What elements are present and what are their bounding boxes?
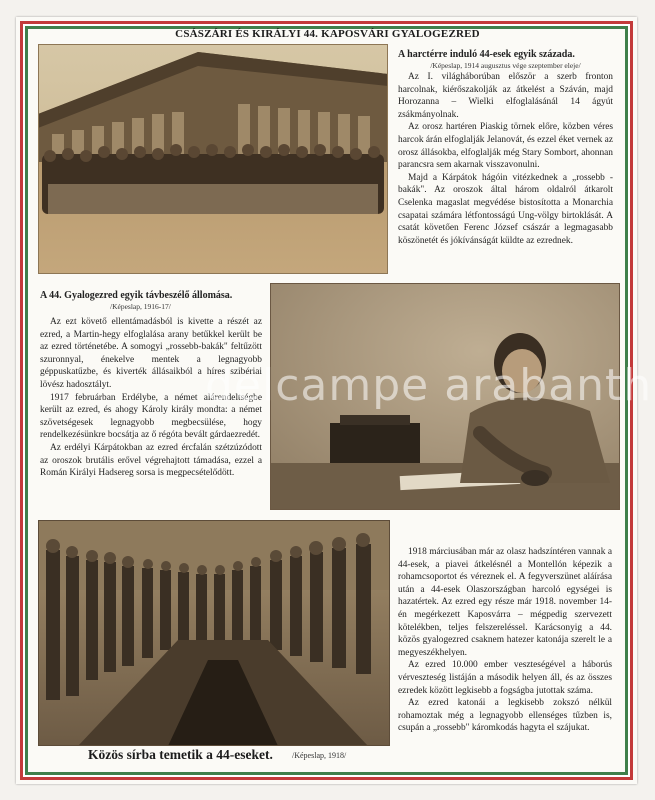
caption-company: A harctérre induló 44-esek egyik százada. xyxy=(398,49,575,60)
source-1916: /Képeslap, 1916-17/ xyxy=(110,302,171,311)
text-block-1 xyxy=(398,49,613,247)
photo-company-barracks-image xyxy=(38,44,388,274)
photo-telephone-operator xyxy=(270,283,620,510)
photo-common-grave-image xyxy=(38,520,390,746)
source-1918: /Képeslap, 1918/ xyxy=(292,751,347,760)
paragraph-martin-hill: Az ezt követő ellentámadásból is kivette a részét az ezred, a Martin-hegy elfoglalása arany betűkkel került be az ezred történetébe. A somogyi „rossebb-bakák" feltűzött szuronnyal, énekelve mentek a legnagyobb géppuskatűzbe, és kiverték állásaikból a híres szibériai lövész hadosztályt. xyxy=(40,317,262,390)
paragraph-russian-front: Az orosz hartéren Piaskig törnek előre, közben véres harcok árán elfoglalják Jelanovát, és ezzel éket vernek az orosz állásokba, elfoglalják még Stary Sombort, ahonnan parancsra sem akarnak visszavonulni. xyxy=(398,122,613,171)
photo-common-grave xyxy=(38,520,390,746)
page-title: CSÁSZÁRI ÉS KIRÁLYI 44. KAPOSVÁRI GYALOGEZRED xyxy=(175,28,480,40)
source-1914: /Képeslap, 1914 augusztus vége szeptember eleje/ xyxy=(430,61,581,70)
photo-telephone-operator-image xyxy=(270,283,620,510)
paragraph-italian-front: 1918 márciusában már az olasz hadszíntéren vannak a 44-esek, a piavei átkelésnél a Montellón képezik a rohamcsoportot és véreznek el. A fegyverszünet aláírása után a 44-esek Olaszországban harcoló egységei is hazatértek. Az ezred egy része már 1918. november 14-én megérkezett Kaposvárra – mégpedig szervezett kötelékben, teljes felszereléssel. Karácsonyig a 44. közös gyalogezred csaknem hatezer katonája szerelt le a megyeszékhelyen. xyxy=(398,547,612,658)
paragraph-carpathians: Majd a Kárpátok hágóin vitézkednek a „rossebb - bakák". Az oroszok által három oldalról átkarolt Cselenka magaslat megvédése bistosította a Monarchia csapatai számára létfontosságú Ung-völgy birtoklását. A csatát követően Ferenc József császár a legmagasabb köszönetét és jókívánságát küldte az ezrednek. xyxy=(398,172,613,246)
text-block-2 xyxy=(40,290,262,480)
text-block-3 xyxy=(398,546,612,735)
caption-common-grave: Közös sírba temetik a 44-eseket. xyxy=(88,747,273,762)
paragraph-serbian-front: Az I. világháborúban először a szerb fronton harcolnak, kiérőszakolják az átkelést a Száván, majd Horozanna – Wielki elfoglalásánál 14 ágyút zsákmányolnak. xyxy=(398,72,613,120)
photo-company-barracks xyxy=(38,44,388,274)
paragraph-transylvania: 1917 februárban Erdélybe, a német alárendeltségbe került az ezred, és ahogy Károly király mondta: a német szövetségesek legnagyobb megbecsülése, hogy rendelkezésünkre bocsátja az ő régóta bevált gárdaezredét. xyxy=(40,392,262,441)
watermark: delcampe arabanth xyxy=(205,360,653,411)
paragraph-rossebb: Az ezred katonái a legkisebb zokszó nélkül rohamoztak még a legnagyobb ellenséges tűzben is, csupán a „rossebb" káromkodás hagyta el szájukat. xyxy=(398,698,612,734)
paragraph-carpathian-defense: Az erdélyi Kárpátokban az ezred ércfalán szétzúzódott az oroszok brutális erővel végrehajtott támadása, ezzel a Román Királyi Hadsereg sorsa is megpecsételődött. xyxy=(40,442,262,479)
paragraph-losses: Az ezred 10.000 ember veszteségével a háborús vérveszteség listáján a második helyen áll, és az összes ezredek között legkisebb a fogságba jutottak száma. xyxy=(398,660,612,696)
caption-telephone-station: A 44. Gyalogezred egyik távbeszélő állomása. xyxy=(40,290,233,301)
